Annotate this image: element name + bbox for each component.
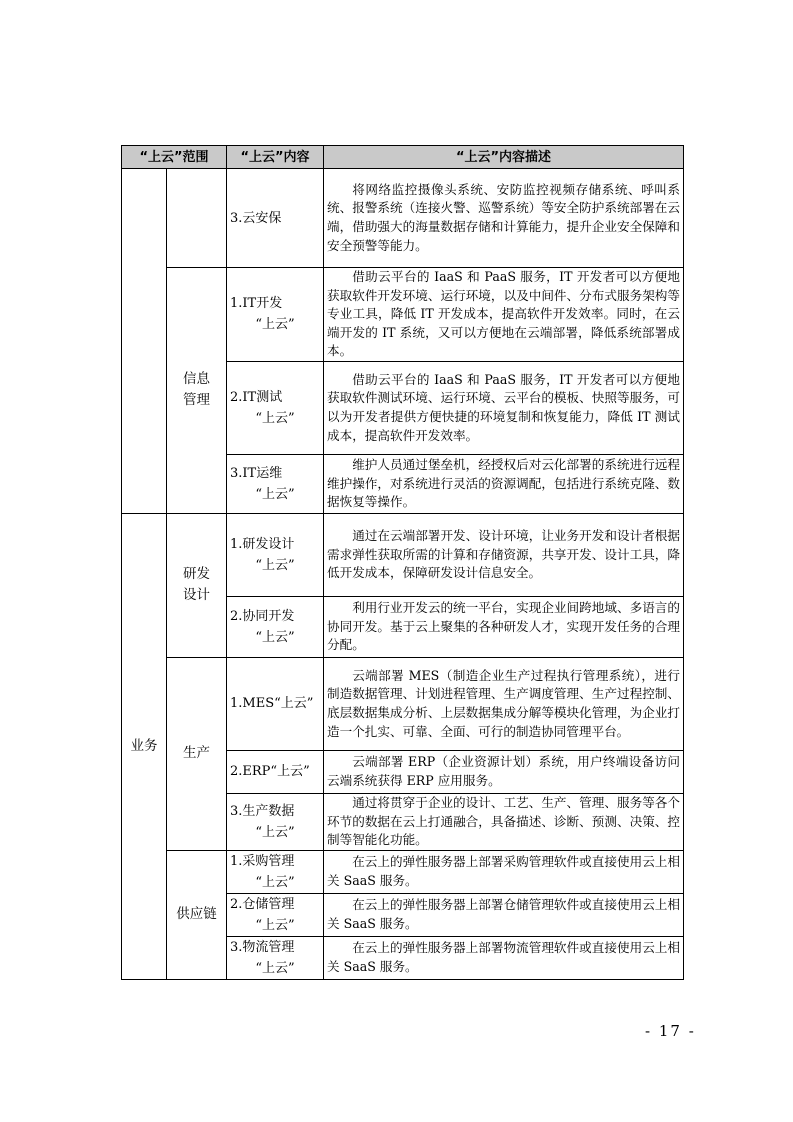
item-label-suffix: “上云” (255, 960, 295, 976)
item-label: 2.ERP“上云” (230, 764, 310, 780)
subcategory-info-management: 信息 管理 (167, 268, 227, 514)
item-cell (227, 454, 324, 513)
table-row (122, 513, 684, 596)
category-cell-empty (122, 169, 167, 514)
item-label-suffix: “上云” (255, 486, 295, 502)
description-cell: 在云上的弹性服务器上部署物流管理软件或直接使用云上相关 SaaS 服务。 (324, 936, 684, 979)
table-header-row (122, 146, 684, 169)
item-label: 2.仓储管理 (230, 896, 295, 912)
subcategory-production: 生产 (167, 657, 227, 850)
item-label: 1.MES“上云” (230, 696, 314, 712)
item-cell (227, 361, 324, 454)
description-cell: 借助云平台的 IaaS 和 PaaS 服务，IT 开发者可以方便地获取软件测试环境、运行环境、云平台的模板、快照等服务，可以为开发者提供方便快捷的环境复制和恢复能力，降低 IT 测试成本，提高软件开发效率。 (324, 361, 684, 454)
subcategory-cell-empty (167, 169, 227, 268)
description-cell: 云端部署 MES（制造企业生产过程执行管理系统），进行制造数据管理、计划进程管理、生产调度管理、生产过程控制、底层数据集成分析、上层数据集成分解等模块化管理，为企业打造一个扎实、可靠、全面、可行的制造协同管理平台。 (324, 657, 684, 750)
header-description: “上云”内容描述 (324, 146, 684, 169)
item-label-suffix: “上云” (255, 917, 295, 933)
item-cell (227, 596, 324, 657)
item-cell (227, 936, 324, 979)
item-label-suffix: “上云” (255, 317, 295, 333)
description-cell: 在云上的弹性服务器上部署采购管理软件或直接使用云上相关 SaaS 服务。 (324, 850, 684, 893)
item-label: 3.IT运维 (230, 465, 283, 481)
item-cell (227, 893, 324, 936)
table-row (122, 268, 684, 362)
item-label: 2.协同开发 (230, 608, 295, 624)
item-cell (227, 169, 324, 268)
item-label: 3.云安保 (230, 210, 282, 226)
item-label: 3.物流管理 (230, 939, 295, 955)
header-content: “上云”内容 (227, 146, 324, 169)
description-cell: 在云上的弹性服务器上部署仓储管理软件或直接使用云上相关 SaaS 服务。 (324, 893, 684, 936)
item-cell (227, 750, 324, 793)
item-label-suffix: “上云” (255, 874, 295, 890)
table-row (122, 657, 684, 750)
description-cell: 将网络监控摄像头系统、安防监控视频存储系统、呼叫系统、报警系统（连接火警、巡警系统）等安全防护系统部署在云端，借助强大的海量数据存储和计算能力，提升企业安全保障和安全预警等能力。 (324, 169, 684, 268)
table-row (122, 850, 684, 893)
page-number: - 17 - (645, 1022, 696, 1040)
description-cell: 云端部署 ERP（企业资源计划）系统，用户终端设备访问云端系统获得 ERP 应用服务。 (324, 750, 684, 793)
description-cell: 借助云平台的 IaaS 和 PaaS 服务，IT 开发者可以方便地获取软件开发环境、运行环境，以及中间件、分布式服务架构等专业工具，降低 IT 开发成本，提高软件开发效率。同时，在云端开发的 IT 系统，又可以方便地在云端部署，降低系统部署成本。 (324, 268, 684, 362)
item-label-suffix: “上云” (255, 629, 295, 645)
item-label: 1.IT开发 (230, 296, 283, 312)
item-cell (227, 793, 324, 850)
description-cell: 通过在云端部署开发、设计环境，让业务开发和设计者根据需求弹性获取所需的计算和存储资源，共享开发、设计工具，降低开发成本，保障研发设计信息安全。 (324, 513, 684, 596)
item-cell (227, 268, 324, 362)
table-row (122, 169, 684, 268)
item-label: 1.研发设计 (230, 536, 295, 552)
item-label-suffix: “上云” (255, 824, 295, 840)
subcategory-rnd: 研发 设计 (167, 513, 227, 657)
item-label-suffix: “上云” (255, 410, 295, 426)
item-cell (227, 850, 324, 893)
item-label: 1.采购管理 (230, 853, 295, 869)
subcategory-supply-chain: 供应链 (167, 850, 227, 979)
header-scope: “上云”范围 (122, 146, 227, 169)
description-cell: 利用行业开发云的统一平台，实现企业间跨地域、多语言的协同开发。基于云上聚集的各种研发人才，实现开发任务的合理分配。 (324, 596, 684, 657)
category-business: 业务 (122, 513, 167, 979)
item-cell (227, 513, 324, 596)
cloud-content-table (121, 145, 684, 980)
description-cell: 通过将贯穿于企业的设计、工艺、生产、管理、服务等各个环节的数据在云上打通融合，具备描述、诊断、预测、决策、控制等智能化功能。 (324, 793, 684, 850)
item-label: 2.IT测试 (230, 389, 283, 405)
item-label-suffix: “上云” (255, 557, 295, 573)
item-cell (227, 657, 324, 750)
item-label: 3.生产数据 (230, 803, 295, 819)
description-cell: 维护人员通过堡垒机，经授权后对云化部署的系统进行远程维护操作，对系统进行灵活的资源调配，包括进行系统克隆、数据恢复等操作。 (324, 454, 684, 513)
